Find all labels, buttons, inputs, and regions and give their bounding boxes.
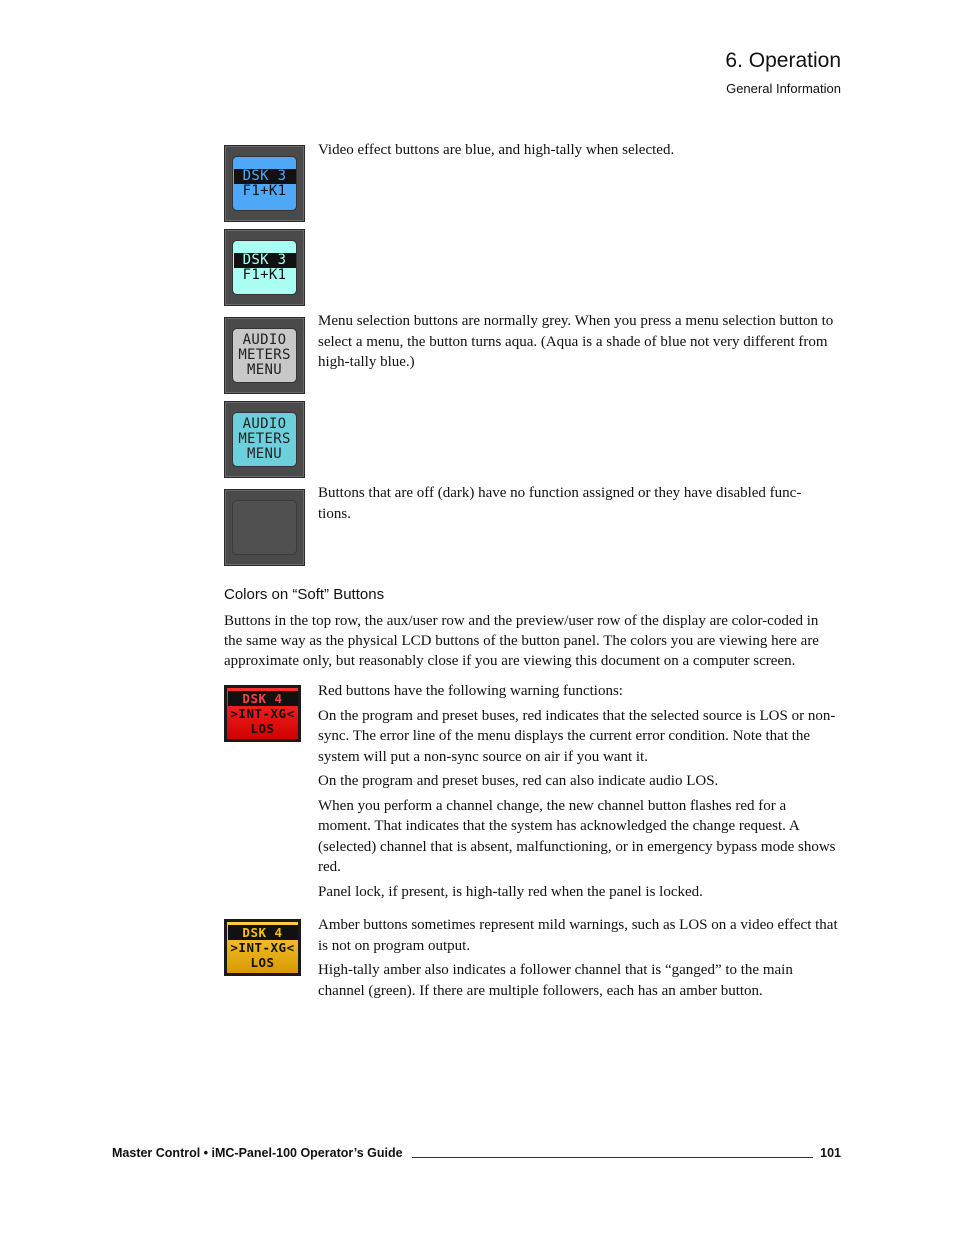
- dsk3-hightally-button: [224, 229, 305, 306]
- page-footer: [112, 1146, 841, 1164]
- red-paragraph-5: Panel lock, if present, is high-tally red when the panel is locked.: [318, 883, 703, 900]
- video-effect-text: Video effect buttons are blue, and high-tally when selected.: [318, 142, 675, 158]
- footer-rule: [412, 1157, 813, 1158]
- amber-paragraph-2: High-tally amber also indicates a follower channel that is “ganged” to the main channel (green). If there are multiple followers, each has an amber button.: [318, 962, 793, 999]
- section-subtitle: General Information: [726, 81, 841, 96]
- section-body: Buttons in the top row, the aux/user row and the preview/user row of the display are color-coded in the same way as the physical LCD buttons of the button panel. The colors you are viewing here are approximate only, but reasonably close if you are viewing this document on a computer screen.: [224, 613, 819, 669]
- button-label-line2: F1+K1: [242, 266, 287, 283]
- button-label-line1: DSK 4: [228, 691, 298, 706]
- button-label-line1: AUDIO: [242, 332, 287, 348]
- button-label-line2: METERS: [238, 431, 291, 447]
- button-label-line2: METERS: [238, 347, 291, 363]
- red-paragraph-2: On the program and preset buses, red indicates that the selected source is LOS or non-sync. The error line of the menu displays the current error condition. Note that the system will put a non-sync source on air if you want it.: [318, 707, 836, 765]
- amber-warning-button: [224, 919, 301, 976]
- button-label-line3: MENU: [247, 446, 282, 462]
- amber-paragraph-1: Amber buttons sometimes represent mild warnings, such as LOS on a video effect that is not on program output.: [318, 917, 838, 954]
- dsk3-blue-button: [224, 145, 305, 222]
- chapter-title: 6. Operation: [725, 49, 841, 72]
- audio-meters-grey-button: [224, 317, 305, 394]
- button-label-line2: F1+K1: [242, 182, 287, 199]
- section-heading: Colors on “Soft” Buttons: [224, 586, 385, 603]
- button-label-line3: LOS: [250, 955, 275, 970]
- red-paragraph-1: Red buttons have the following warning functions:: [318, 683, 623, 699]
- footer-title: Master Control • iMC-Panel-100 Operator’s Guide: [112, 1146, 403, 1160]
- button-label-line1: DSK 3: [234, 169, 296, 184]
- button-label-line1: DSK 4: [228, 925, 298, 940]
- audio-meters-aqua-button: [224, 401, 305, 478]
- button-label-line1: AUDIO: [242, 416, 287, 432]
- red-paragraph-3: On the program and preset buses, red can also indicate audio LOS.: [318, 773, 719, 789]
- button-label-line1: DSK 3: [234, 253, 296, 268]
- red-paragraph-4: When you perform a channel change, the new channel button flashes red for a moment. That indicates that the system has acknowledged the change request. A (selected) channel that is absent, malfunctioning, or in emergency bypass mode shows red.: [318, 797, 836, 875]
- button-label-line2: >INT-XG<: [230, 940, 295, 955]
- red-warning-button: [224, 685, 301, 742]
- page-number: 101: [820, 1146, 841, 1160]
- menu-selection-text: Menu selection buttons are normally grey. When you press a menu selection button to select a menu, the button turns aqua. (Aqua is a shade of blue not very different from high-tally blue.): [318, 313, 834, 370]
- button-label-line3: MENU: [247, 362, 282, 378]
- button-label-line2: >INT-XG<: [230, 706, 295, 721]
- button-label-line3: LOS: [250, 721, 275, 736]
- dark-off-button: [224, 489, 305, 566]
- off-buttons-text: Buttons that are off (dark) have no function assigned or they have disabled func- tions.: [318, 485, 802, 522]
